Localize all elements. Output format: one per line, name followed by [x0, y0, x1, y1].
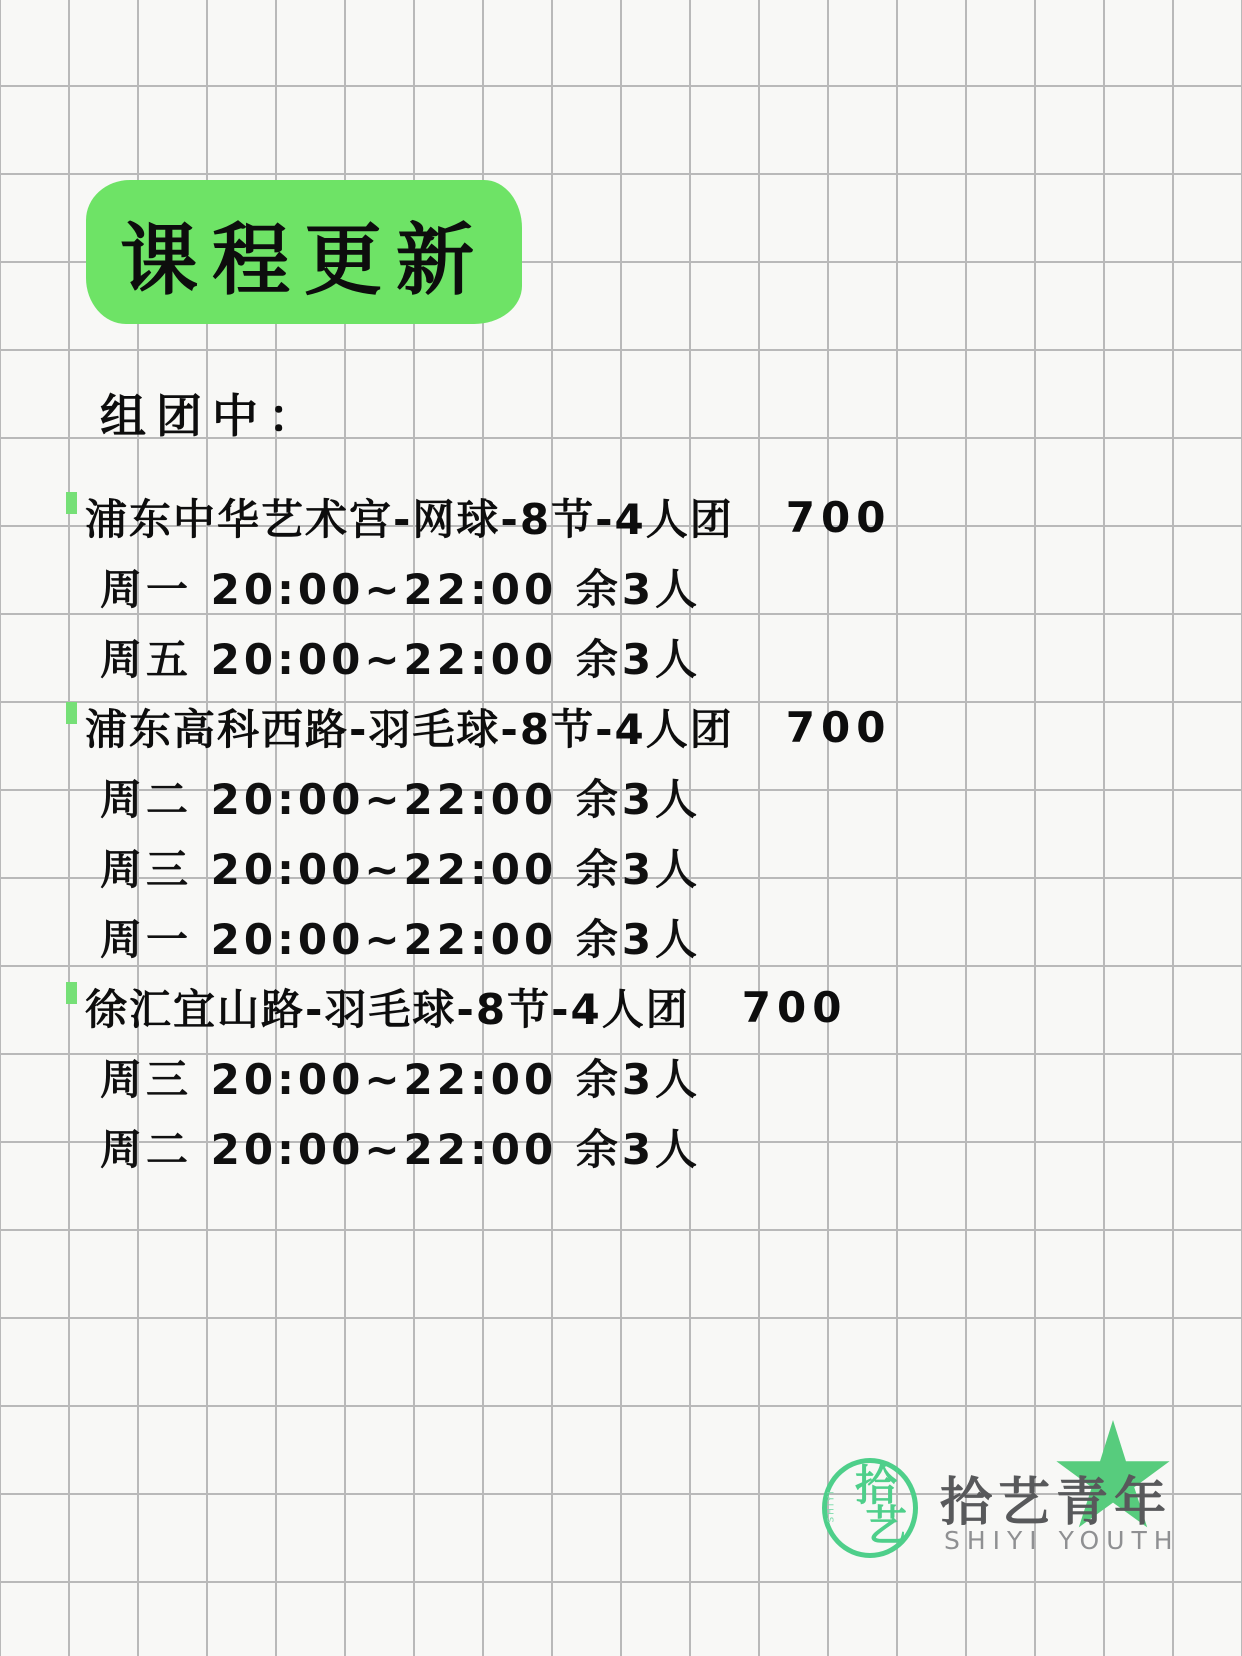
course-title-row: [66, 692, 1166, 762]
title-badge: [86, 180, 522, 324]
session-row: 周一 20:00~22:00 余3人: [100, 915, 702, 964]
bullet-marker-icon: [66, 982, 77, 1004]
course-name: 徐汇宜山路-羽毛球-8节-4人团: [85, 985, 690, 1034]
seal-char-bottom: 艺: [865, 1501, 908, 1550]
course-price: 700: [741, 982, 848, 1032]
seal-side-text: SHIYI: [826, 1489, 837, 1523]
section-heading: 组团中：: [100, 389, 324, 443]
page-title: 课程更新: [119, 216, 488, 306]
bullet-marker-icon: [66, 702, 77, 724]
session-row: 周五 20:00~22:00 余3人: [100, 635, 702, 684]
course-price: 700: [785, 492, 892, 542]
session-row: 周三 20:00~22:00 余3人: [100, 845, 702, 894]
course-title-row: [66, 972, 1166, 1042]
session-row: 周二 20:00~22:00 余3人: [100, 775, 702, 824]
brand-subtitle: SHIYI YOUTH: [944, 1526, 1180, 1555]
brand-seal-icon: [822, 1458, 918, 1558]
seal-char-top: 拾: [855, 1461, 898, 1510]
session-row: 周一 20:00~22:00 余3人: [100, 565, 702, 614]
brand-name: 拾艺青年: [940, 1473, 1173, 1533]
course-title-row: [66, 482, 1166, 552]
brand-logo: [822, 1450, 1182, 1570]
bullet-marker-icon: [66, 492, 77, 514]
session-row: 周三 20:00~22:00 余3人: [100, 1055, 702, 1104]
course-price: 700: [785, 702, 892, 752]
course-name: 浦东高科西路-羽毛球-8节-4人团: [85, 705, 734, 754]
session-row: 周二 20:00~22:00 余3人: [100, 1125, 702, 1174]
course-list: [66, 482, 1166, 1182]
course-name: 浦东中华艺术宫-网球-8节-4人团: [85, 495, 734, 544]
